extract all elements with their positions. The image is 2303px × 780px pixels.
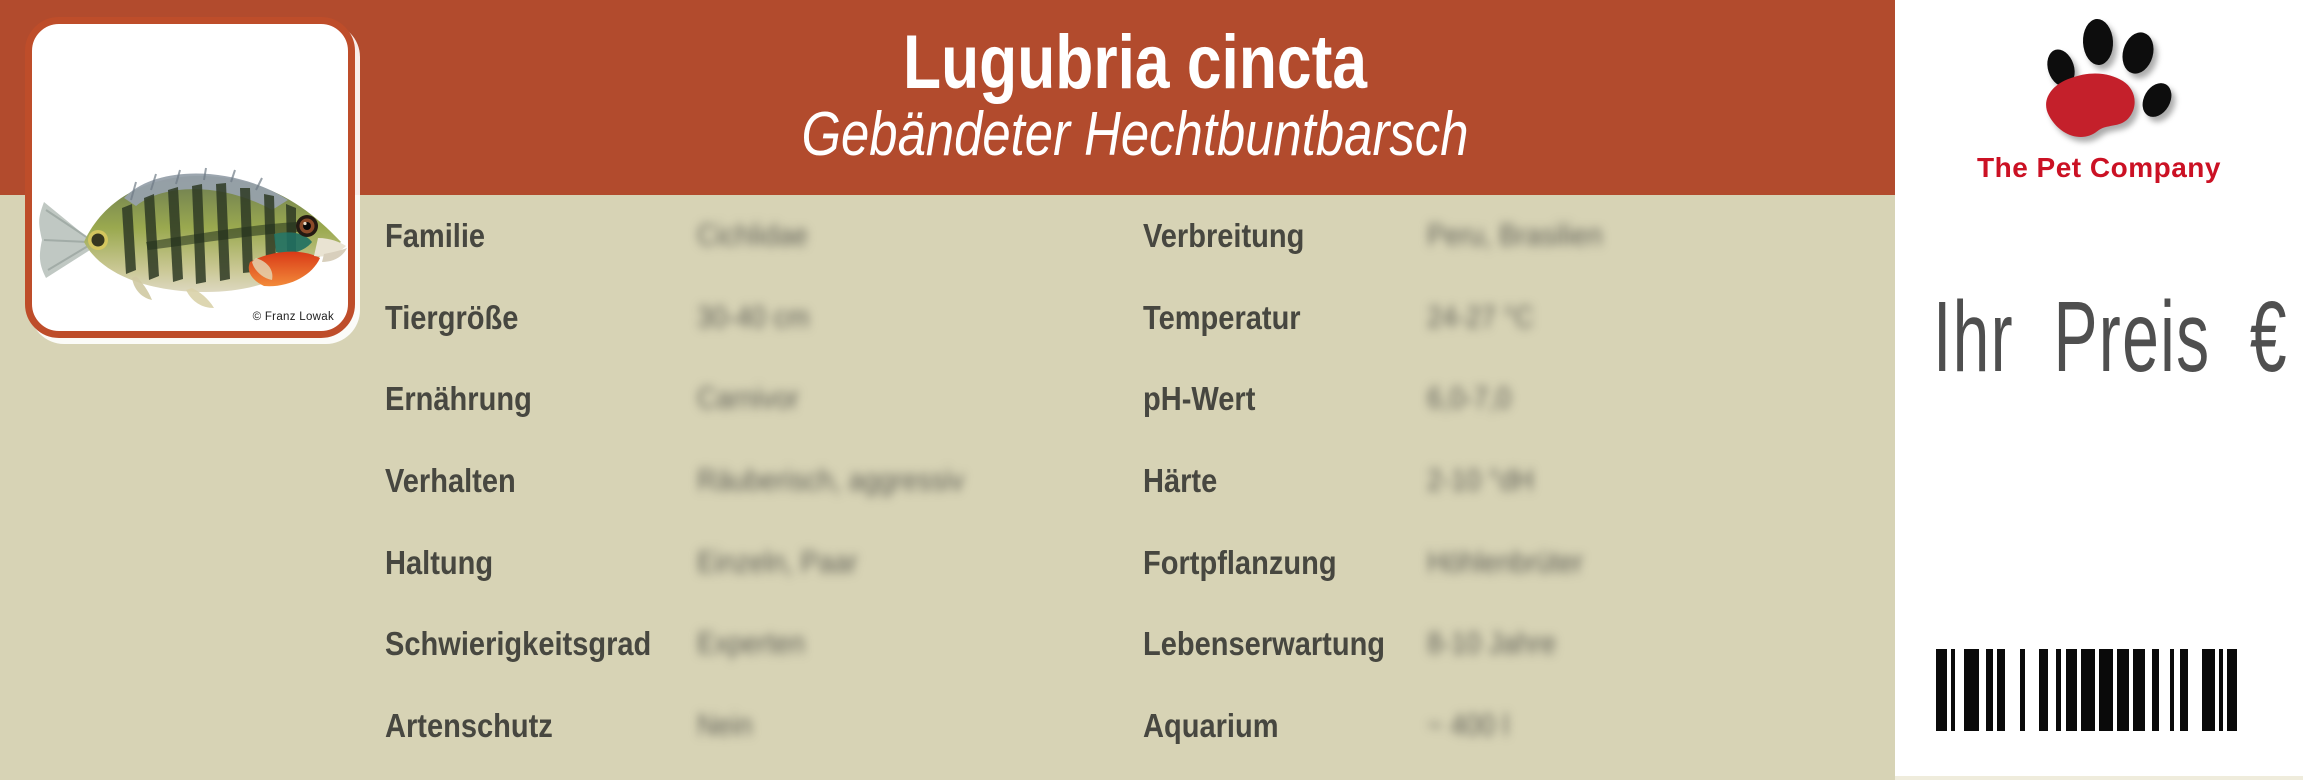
species-common-name: Gebändeter Hechtbuntbarsch [801,99,1469,169]
row-label: Tiergröße [385,298,519,336]
table-row [385,522,994,604]
row-label: Verhalten [385,461,516,499]
row-value: 2-10 °dH [1427,463,1534,497]
row-value: Räuberisch, aggressiv [697,463,965,497]
table-row [1143,277,1622,359]
row-label: Fortpflanzung [1143,543,1337,581]
row-label: Temperatur [1143,298,1301,336]
label-bottom-edge [1895,776,2303,780]
photo-credit: © Franz Lowak [252,311,334,323]
row-label: Lebenserwartung [1143,625,1386,663]
row-value: ~ 400 l [1427,708,1509,742]
table-column-left [385,195,994,767]
table-row [1143,603,1622,685]
table-row [1143,358,1622,440]
row-value: Carnivor [697,382,800,416]
barcode [1936,649,2256,731]
row-label: Ernährung [385,380,532,418]
table-row [385,440,994,522]
table-row [1143,685,1622,767]
species-title: Lugubria cincta [903,20,1367,105]
table-row [385,358,994,440]
row-value: 24-27 °C [1427,300,1534,334]
paw-logo-icon [2033,6,2185,156]
fish-photo-card [25,17,355,338]
row-value: Peru, Brasilien [1427,218,1603,252]
price-label: Ihr Preis € [1933,281,2288,393]
row-value: Cichlidae [697,218,809,252]
row-value: 30-40 cm [697,300,810,334]
row-label: Schwierigkeitsgrad [385,625,652,663]
brand-panel [1895,0,2303,780]
row-value: Nein [697,708,753,742]
row-value: Experten [697,627,806,661]
row-value: 6,0-7,0 [1427,382,1512,416]
row-value: 8-10 Jahre [1427,627,1557,661]
company-name: The Pet Company [1977,152,2221,183]
row-label: Härte [1143,461,1218,499]
table-row [385,195,994,277]
row-value: Einzeln, Paar [697,545,858,579]
row-label: Aquarium [1143,706,1279,744]
table-row [385,685,994,767]
header-text [375,0,1895,195]
row-label: Artenschutz [385,706,553,744]
row-label: Verbreitung [1143,216,1305,254]
row-label: Haltung [385,543,494,581]
table-row [1143,195,1622,277]
table-row [385,277,994,359]
fish-image [36,150,348,322]
table-column-right [1143,195,1622,767]
row-value: Höhlenbrüter [1427,545,1584,579]
row-label: pH-Wert [1143,380,1256,418]
row-label: Familie [385,216,486,254]
table-row [1143,440,1622,522]
table-row [385,603,994,685]
table-row [1143,522,1622,604]
